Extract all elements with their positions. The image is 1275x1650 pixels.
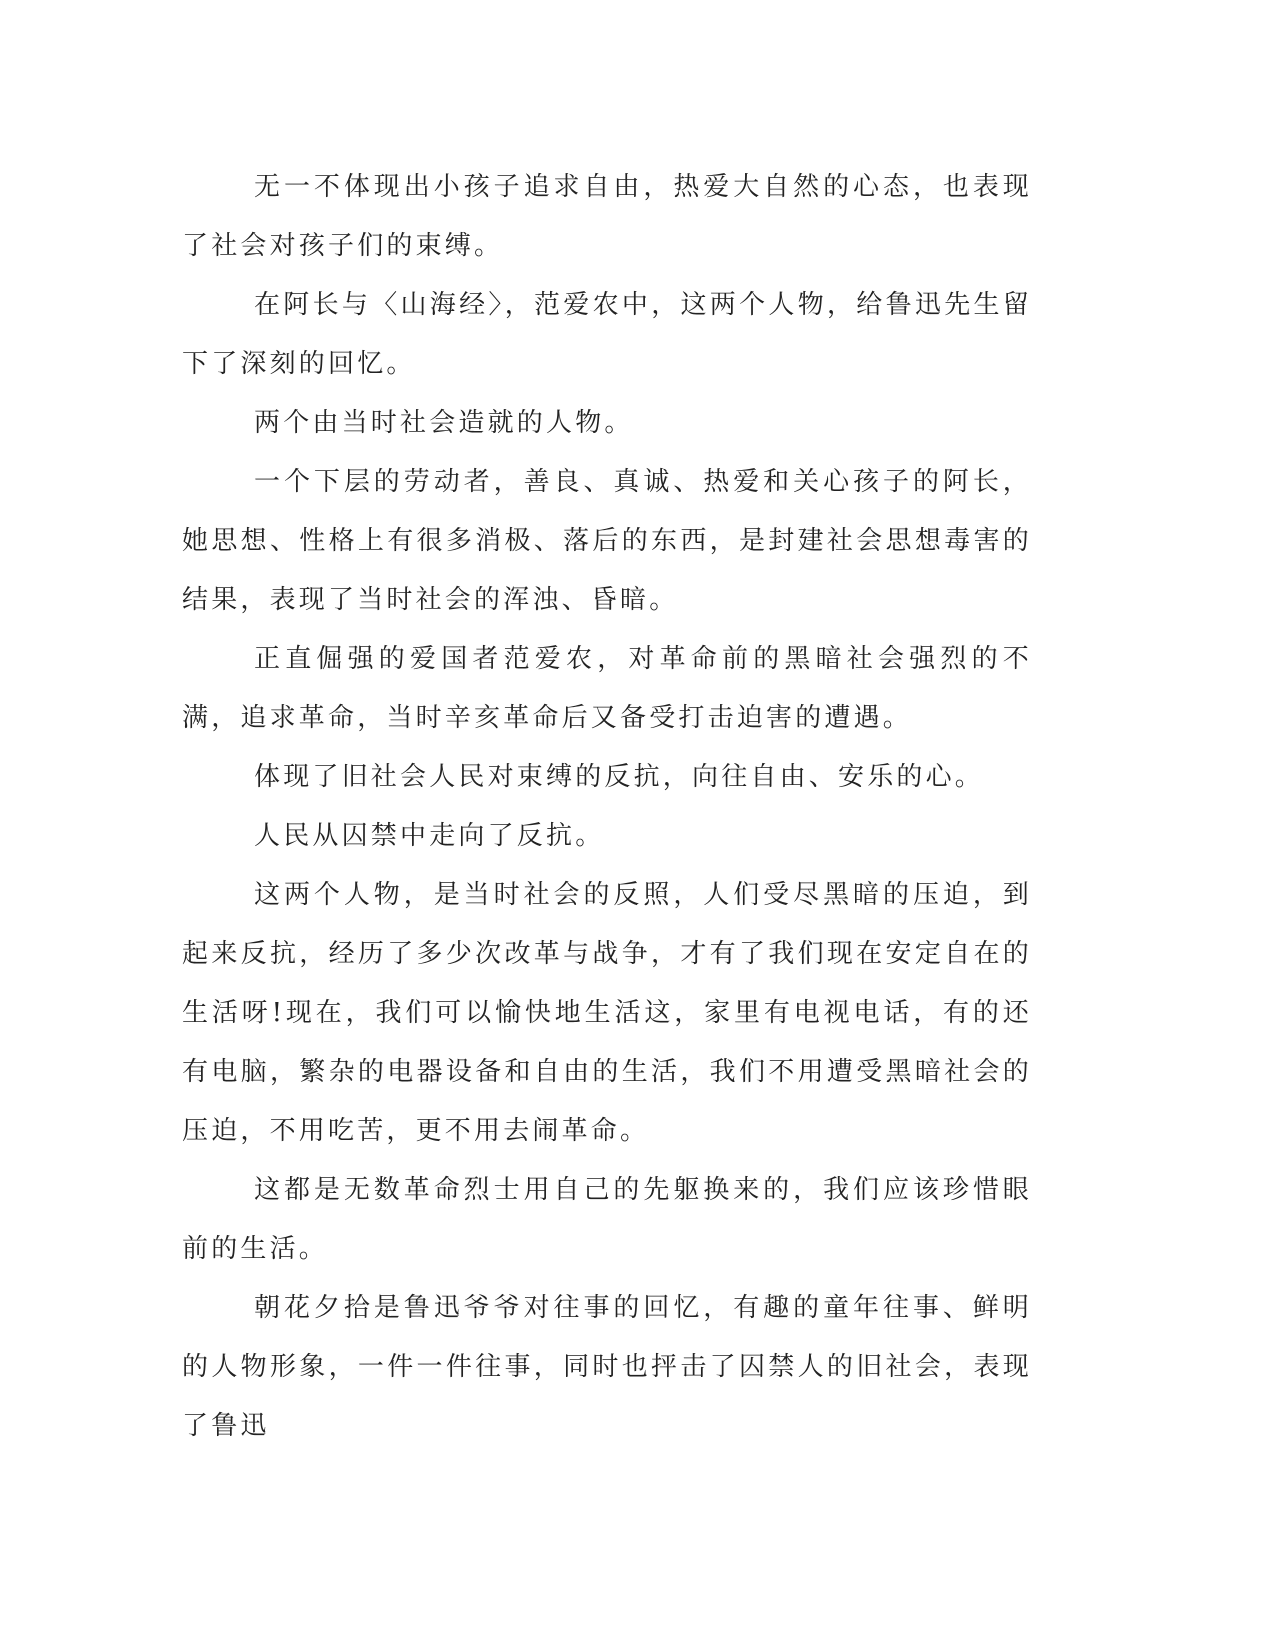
- paragraph-9: 这都是无数革命烈士用自己的先躯换来的，我们应该珍惜眼前的生活。: [182, 1175, 1032, 1264]
- paragraph-4: 一个下层的劳动者，善良、真诚、热爱和关心孩子的阿长，她思想、性格上有很多消极、落后的东西，是封建社会思想毒害的结果，表现了当时社会的浑浊、昏暗。: [182, 467, 1032, 615]
- paragraph-3: 两个由当时社会造就的人物。: [254, 408, 634, 438]
- paragraph-5: 正直倔强的爱国者范爱农，对革命前的黑暗社会强烈的不满，追求革命，当时辛亥革命后又备受打击迫害的遭遇。: [182, 644, 1032, 733]
- paragraph-8: 这两个人物，是当时社会的反照，人们受尽黑暗的压迫，到起来反抗，经历了多少次改革与战争，才有了我们现在安定自在的生活呀!现在，我们可以愉快地生活这，家里有电视电话，有的还有电脑，繁杂的电器设备和自由的生活，我们不用遭受黑暗社会的压迫，不用吃苦，更不用去闹革命。: [182, 880, 1032, 1146]
- document-body: [182, 158, 1032, 1456]
- paragraph-10: 朝花夕拾是鲁迅爷爷对往事的回忆，有趣的童年往事、鲜明的人物形象，一件一件往事，同时也抨击了囚禁人的旧社会，表现了鲁迅: [182, 1293, 1032, 1441]
- paragraph-1: 无一不体现出小孩子追求自由，热爱大自然的心态，也表现了社会对孩子们的束缚。: [182, 172, 1032, 261]
- paragraph-6: 体现了旧社会人民对束缚的反抗，向往自由、安乐的心。: [254, 762, 985, 792]
- paragraph-2: 在阿长与〈山海经〉，范爱农中，这两个人物，给鲁迅先生留下了深刻的回忆。: [182, 290, 1032, 379]
- paragraph-7: 人民从囚禁中走向了反抗。: [254, 821, 605, 851]
